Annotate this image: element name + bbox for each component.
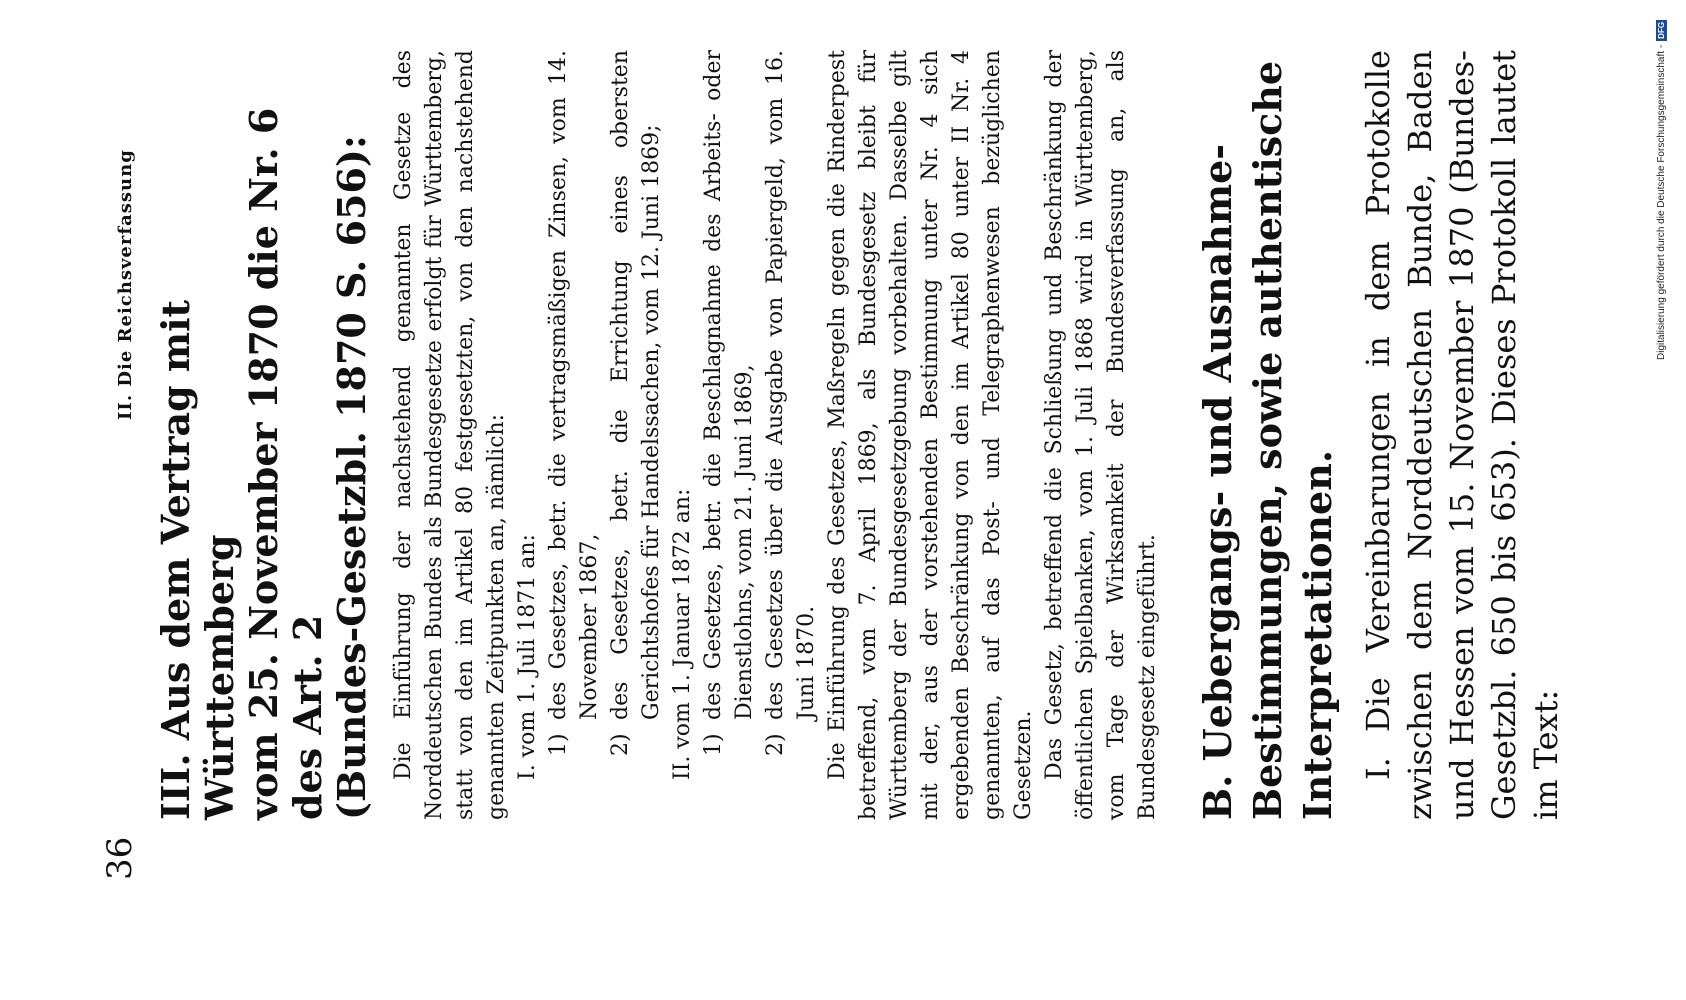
section-b-paragraph-1: I. Die Vereinbarungen in dem Protokolle zwischen dem Norddeutschen Bunde, Baden und Hessen vom 15. November 1870 (Bundes-Gesetzbl. 650 bis 653). Dieses Protokoll lautet im Text:	[1359, 50, 1565, 820]
list-item	[760, 50, 822, 756]
section-iii-title-line1: III. Aus dem Vertrag mit Württemberg	[153, 299, 242, 820]
list-item-text: des Gesetzes, betr. die vertragsmäßigen Zinsen, vom 14. November 1867,	[546, 50, 602, 720]
list-heading: I. vom 1. Juli 1871 an:	[515, 534, 540, 780]
section-iii-paragraph-2: Die Einführung des Gesetzes, Maßregeln gegen die Rinderpest betreffend, vom 7. April 1869, als Bundesgesetz bleibt für Württemberg der Bundesgesetzgebung vorbehalten. Dasselbe gilt mit der, aus der vorstehenden Bestimmung unter Nr. 4 sich ergebenden Beschränkung von den im Artikel 80 unter II Nr. 4 genannten, auf das Post- und Telegraphenwesen bezüglichen Gesetzen.	[825, 50, 1036, 820]
digitization-credit-text	[1656, 20, 1667, 360]
credit-text: Digitalisierung gefördert durch die Deutsche Forschungsgemeinschaft -	[1656, 44, 1667, 360]
list-item-text: des Gesetzes, betr. die Errichtung eines obersten Gerichtshofes für Handelssachen, vom 12. Juni 1869;	[608, 50, 664, 720]
list-item-text: des Gesetzes über die Ausgabe von Papiergeld, vom 16. Juni 1870.	[763, 50, 819, 720]
list-item-text: des Gesetzes, betr. die Beschlagnahme des Arbeits- oder Dienstlohns, vom 21. Juni 1869,	[701, 50, 757, 720]
list-july-1871	[512, 50, 667, 820]
list-january-1872	[667, 50, 822, 820]
running-title: II. Die Reichsverfassung	[115, 149, 136, 420]
page-number: 36	[100, 836, 140, 880]
list-item-number: 2)	[608, 733, 633, 756]
list-item	[605, 50, 667, 756]
running-head	[100, 50, 140, 880]
dfg-logo: DFG	[1657, 21, 1666, 39]
list-item-number: 1)	[546, 733, 571, 756]
list-item	[698, 50, 760, 756]
digitization-credit	[1652, 0, 1678, 1000]
list-item	[543, 50, 605, 756]
list-item-number: 2)	[763, 733, 788, 756]
document-page	[60, 20, 1600, 900]
section-b-title: B. Uebergangs- und Ausnahme-Bestimmungen, sowie authentische Interpretationen.	[1195, 60, 1340, 820]
list-heading: II. vom 1. Januar 1872 an:	[670, 488, 695, 780]
list-item-number: 1)	[701, 733, 726, 756]
section-iii-title	[154, 50, 374, 820]
section-iii-paragraph-3: Das Gesetz, betreffend die Schließung und Beschränkung der öffentlichen Spielbanken, vom 1. Juli 1868 wird in Württemberg, vom Tage der Wirksamkeit der Bundesverfassung an, als Bundesgesetz eingeführt.	[1042, 50, 1160, 820]
section-iii-title-line3: (Bundes-Gesetzbl. 1870 S. 656):	[329, 135, 374, 820]
section-iii-title-line2: vom 25. November 1870 die Nr. 6 des Art. 2	[241, 107, 330, 820]
section-iii-paragraph-1: Die Einführung der nachstehend genannten Gesetze des Norddeutschen Bundes als Bundesgesetze erfolgt für Württemberg, statt von den im Artikel 80 festgesetzten, von den nachstehend genannten Zeitpunkten an, nämlich:	[391, 50, 509, 820]
